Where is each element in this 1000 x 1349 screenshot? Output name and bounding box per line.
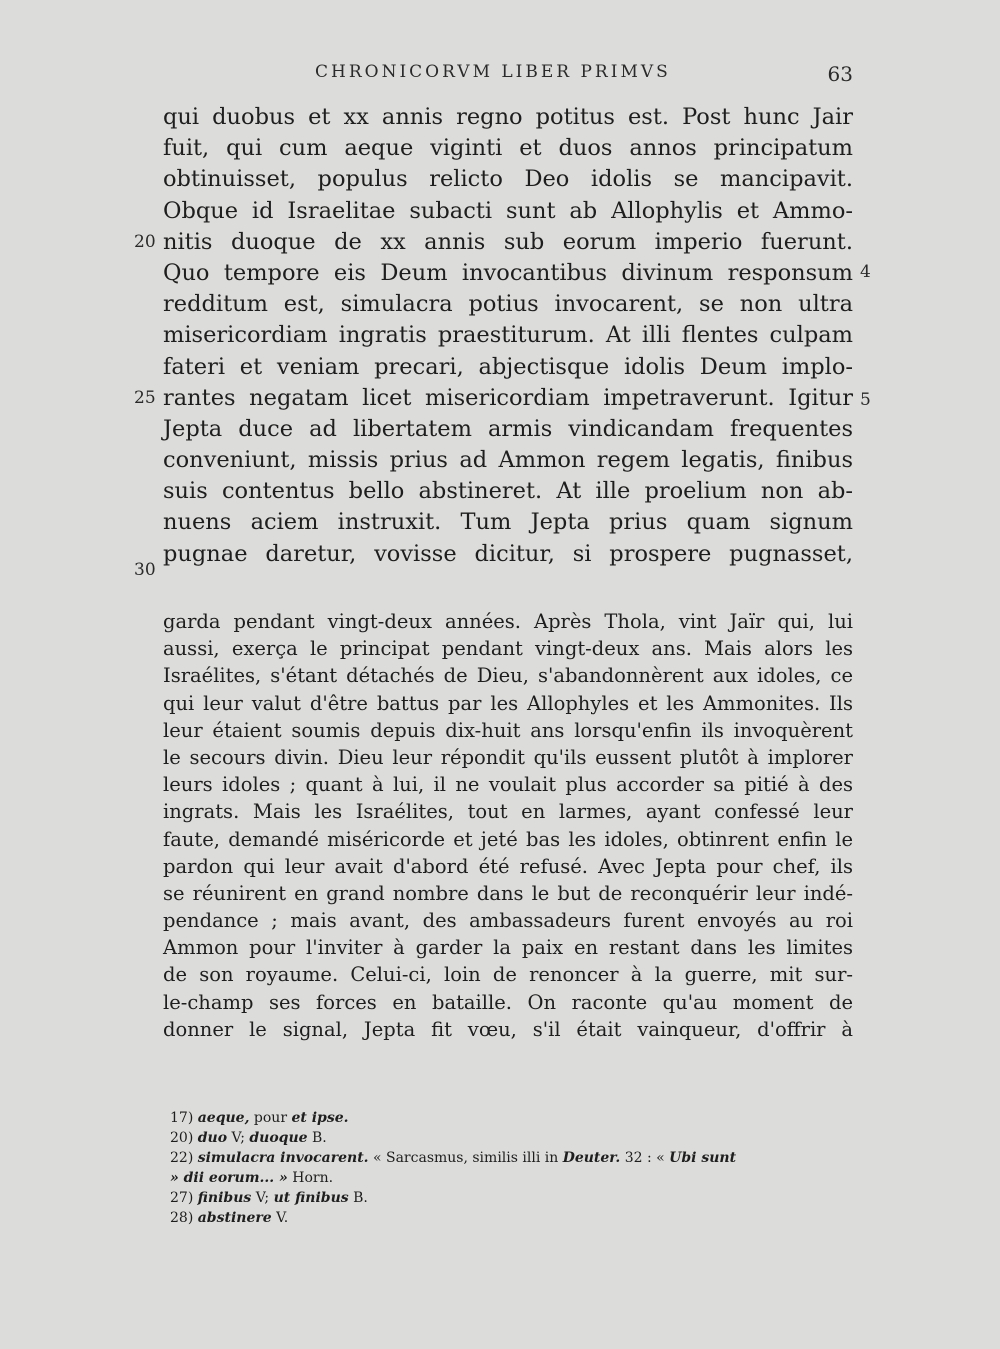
french-line: donner le signal, Jepta fit vœu, s'il était vainqueur, d'offrir à: [163, 1017, 853, 1041]
latin-line: fateri et veniam precari, abjectisque idolis Deum implo-: [163, 353, 853, 380]
french-line: ingrats. Mais les Israélites, tout en larmes, ayant confessé leur: [163, 800, 853, 824]
line-number: 25: [134, 388, 156, 408]
french-line: Ammon pour l'inviter à garder la paix en restant dans les limites: [163, 936, 853, 960]
french-line: se réunirent en grand nombre dans le but de reconquérir leur indé-: [163, 881, 853, 905]
margin-number: 4: [860, 262, 871, 282]
latin-line: misericordiam ingratis praestiturum. At illi flentes culpam: [163, 322, 853, 349]
footnote-text: V;: [251, 1190, 274, 1206]
latin-line: Jepta duce ad libertatem armis vindicandam frequentes: [163, 415, 853, 442]
french-line: leur étaient soumis depuis dix-huit ans lorsqu'enfin ils invoquèrent: [163, 718, 853, 742]
footnote-text: V;: [227, 1130, 250, 1146]
footnote-27: [170, 1188, 860, 1208]
latin-line: Quo tempore eis Deum invocantibus divinum responsum: [163, 259, 853, 286]
footnote-term: Ubi sunt: [669, 1150, 737, 1166]
latin-line: pugnae daretur, vovisse dicitur, si prospere pugnasset,: [163, 540, 853, 567]
footnote-22-continued: [170, 1168, 860, 1188]
running-title: CHRONICORVM LIBER PRIMVS: [315, 62, 671, 82]
footnote-term: et ipse.: [291, 1110, 349, 1126]
french-line: Israélites, s'étant détachés de Dieu, s'abandonnèrent aux idoles, ce: [163, 664, 853, 688]
footnote-term: duoque: [249, 1130, 308, 1146]
footnote-term: aeque,: [197, 1110, 250, 1126]
latin-line: suis contentus bello abstineret. At ille proelium non ab-: [163, 478, 853, 505]
french-line: pardon qui leur avait d'abord été refusé. Avec Jepta pour chef, ils: [163, 854, 853, 878]
footnote-term: finibus: [197, 1190, 252, 1206]
french-line: le-champ ses forces en bataille. On raconte qu'au moment de: [163, 990, 853, 1014]
french-translation: [163, 608, 853, 1043]
footnote-term: Deuter.: [562, 1150, 621, 1166]
french-line: aussi, exerça le principat pendant vingt-deux ans. Mais alors les: [163, 637, 853, 661]
french-line: pendance ; mais avant, des ambassadeurs furent envoyés au roi: [163, 909, 853, 933]
french-line: qui leur valut d'être battus par les Allophyles et les Ammonites. Ils: [163, 691, 853, 715]
french-line: le secours divin. Dieu leur répondit qu'ils eussent plutôt à implorer: [163, 745, 853, 769]
footnote-term: simulacra invocarent.: [197, 1150, 369, 1166]
footnote-term: ut finibus: [273, 1190, 349, 1206]
latin-line: qui duobus et xx annis regno potitus est. Post hunc Jair: [163, 104, 853, 130]
footnote-text: « Sarcasmus, similis illi in: [368, 1150, 563, 1166]
footnote-term: » dii eorum... »: [170, 1170, 288, 1186]
french-line: de son royaume. Celui-ci, loin de renoncer à la guerre, mit sur-: [163, 963, 853, 987]
footnote-term: duo: [197, 1130, 228, 1146]
page-number: 63: [827, 62, 853, 86]
footnote-number: 22): [170, 1150, 194, 1166]
footnote-28: [170, 1208, 860, 1228]
footnote-20: [170, 1128, 860, 1148]
french-line: faute, demandé miséricorde et jeté bas les idoles, obtinrent enfin le: [163, 827, 853, 851]
footnote-text: pour: [249, 1110, 292, 1126]
footnote-number: 20): [170, 1130, 194, 1146]
latin-line: Obque id Israelitae subacti sunt ab Allophylis et Ammo-: [163, 197, 853, 224]
footnote-number: 28): [170, 1210, 194, 1226]
latin-text: [163, 102, 853, 570]
french-line: leurs idoles ; quant à lui, il ne voulait plus accorder sa pitié à des: [163, 773, 853, 797]
page-header: [163, 62, 853, 90]
latin-line: redditum est, simulacra potius invocarent, se non ultra: [163, 291, 853, 318]
latin-line: rantes negatam licet misericordiam impetraverunt. Igitur: [163, 384, 853, 411]
footnote-22: [170, 1148, 860, 1168]
latin-line: conveniunt, missis prius ad Ammon regem legatis, finibus: [163, 447, 853, 474]
footnote-number: 17): [170, 1110, 194, 1126]
latin-line: nitis duoque de xx annis sub eorum imperio fuerunt.: [163, 228, 853, 255]
latin-line: obtinuisset, populus relicto Deo idolis se mancipavit.: [163, 166, 853, 193]
french-line: garda pendant vingt-deux années. Après Thola, vint Jaïr qui, lui: [163, 610, 853, 633]
footnote-text: B.: [307, 1130, 327, 1146]
latin-line: nuens aciem instruxit. Tum Jepta prius quam signum: [163, 509, 853, 536]
footnote-17: [170, 1108, 860, 1128]
footnotes: [170, 1108, 860, 1228]
footnote-text: Horn.: [287, 1170, 334, 1186]
line-number: 20: [134, 232, 156, 252]
footnote-number: 27): [170, 1190, 194, 1206]
latin-line: fuit, qui cum aeque viginti et duos annos principatum: [163, 135, 853, 162]
footnote-text: B.: [348, 1190, 368, 1206]
footnote-term: abstinere: [197, 1210, 272, 1226]
margin-number: 5: [860, 390, 871, 410]
line-number: 30: [134, 560, 156, 580]
footnote-text: 32 : «: [620, 1150, 670, 1166]
footnote-text: V.: [271, 1210, 289, 1226]
